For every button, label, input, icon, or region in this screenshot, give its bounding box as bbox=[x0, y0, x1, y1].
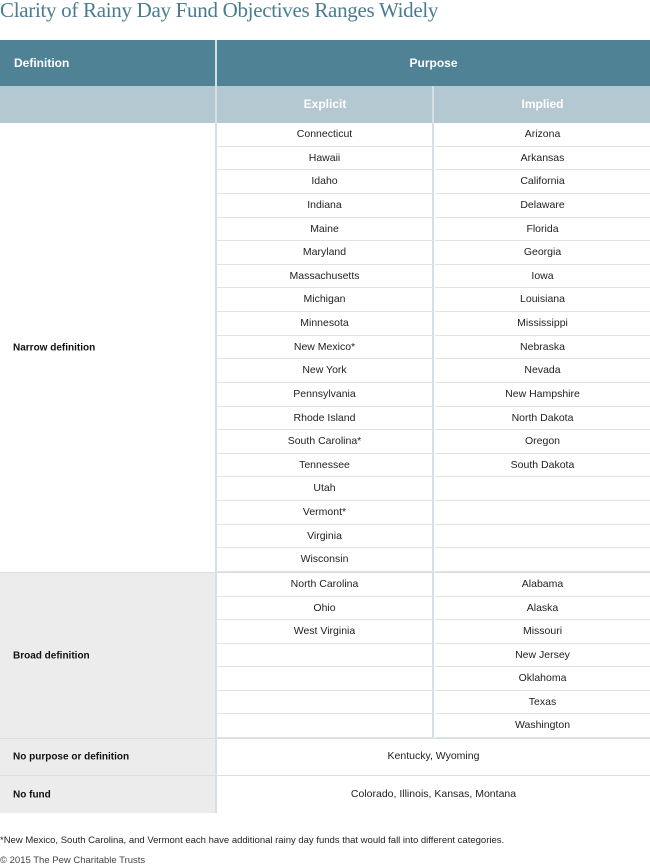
state-cell: Texas bbox=[435, 691, 650, 715]
state-cell: South Carolina* bbox=[217, 430, 432, 454]
state-cell: North Dakota bbox=[435, 407, 650, 431]
state-cell: Virginia bbox=[217, 525, 432, 549]
state-cell: Iowa bbox=[435, 265, 650, 289]
state-cell bbox=[435, 501, 650, 525]
footnote: *New Mexico, South Carolina, and Vermont each have additional rainy day funds that would fall into different categories. bbox=[0, 835, 505, 846]
state-cell: North Carolina bbox=[217, 573, 432, 597]
column-divider-definition bbox=[215, 40, 217, 813]
narrow-explicit-column bbox=[217, 123, 432, 572]
purpose-header: Purpose bbox=[409, 56, 458, 70]
state-cell: Maine bbox=[217, 218, 432, 242]
copyright: © 2015 The Pew Charitable Trusts bbox=[0, 855, 146, 866]
explicit-header: Explicit bbox=[303, 97, 347, 111]
state-cell: Minnesota bbox=[217, 312, 432, 336]
objectives-table bbox=[0, 40, 650, 813]
row-divider bbox=[0, 572, 650, 573]
state-cell bbox=[217, 644, 432, 668]
no-fund-cell bbox=[0, 776, 215, 813]
state-cell: California bbox=[435, 170, 650, 194]
state-cell: Tennessee bbox=[217, 454, 432, 478]
state-cell: Connecticut bbox=[217, 123, 432, 147]
state-cell: Mississippi bbox=[435, 312, 650, 336]
state-cell: Delaware bbox=[435, 194, 650, 218]
state-cell bbox=[217, 691, 432, 715]
state-cell bbox=[435, 477, 650, 501]
state-cell: West Virginia bbox=[217, 620, 432, 644]
state-cell: Maryland bbox=[217, 241, 432, 265]
header-row-secondary bbox=[0, 86, 650, 123]
state-cell: New Hampshire bbox=[435, 383, 650, 407]
state-cell: Rhode Island bbox=[217, 407, 432, 431]
state-cell: Utah bbox=[217, 477, 432, 501]
broad-explicit-column bbox=[217, 573, 432, 738]
no-fund-states: Colorado, Illinois, Kansas, Montana bbox=[350, 788, 517, 800]
state-cell: New York bbox=[217, 359, 432, 383]
state-cell: Louisiana bbox=[435, 288, 650, 312]
no-purpose-label: No purpose or definition bbox=[13, 751, 130, 762]
state-cell bbox=[435, 548, 650, 572]
state-cell: Alaska bbox=[435, 597, 650, 621]
state-cell: Hawaii bbox=[217, 147, 432, 171]
no-fund-label: No fund bbox=[13, 789, 51, 800]
state-cell: South Dakota bbox=[435, 454, 650, 478]
state-cell: Alabama bbox=[435, 573, 650, 597]
narrow-implied-column bbox=[435, 123, 650, 572]
column-divider-purpose bbox=[432, 86, 434, 738]
definition-header: Definition bbox=[14, 56, 70, 70]
narrow-definition-label: Narrow definition bbox=[13, 342, 96, 353]
state-cell: Washington bbox=[435, 714, 650, 738]
state-cell: Nevada bbox=[435, 359, 650, 383]
state-cell: New Mexico* bbox=[217, 336, 432, 360]
state-cell: Nebraska bbox=[435, 336, 650, 360]
state-cell bbox=[217, 667, 432, 691]
broad-implied-column bbox=[435, 573, 650, 738]
broad-definition-cell bbox=[0, 573, 215, 738]
state-cell: Idaho bbox=[217, 170, 432, 194]
state-cell bbox=[217, 714, 432, 738]
state-cell: Wisconsin bbox=[217, 548, 432, 572]
state-cell: Massachusetts bbox=[217, 265, 432, 289]
state-cell: New Jersey bbox=[435, 644, 650, 668]
no-purpose-states: Kentucky, Wyoming bbox=[387, 750, 480, 762]
state-cell: Florida bbox=[435, 218, 650, 242]
state-cell: Oregon bbox=[435, 430, 650, 454]
state-cell: Michigan bbox=[217, 288, 432, 312]
implied-header: Implied bbox=[521, 97, 564, 111]
state-cell: Vermont* bbox=[217, 501, 432, 525]
state-cell: Arizona bbox=[435, 123, 650, 147]
header-row-primary bbox=[0, 40, 650, 86]
broad-definition-label: Broad definition bbox=[13, 650, 90, 661]
state-cell: Arkansas bbox=[435, 147, 650, 171]
state-cell: Indiana bbox=[217, 194, 432, 218]
state-cell: Ohio bbox=[217, 597, 432, 621]
state-cell: Georgia bbox=[435, 241, 650, 265]
state-cell: Missouri bbox=[435, 620, 650, 644]
state-cell: Pennsylvania bbox=[217, 383, 432, 407]
no-purpose-cell bbox=[0, 738, 215, 775]
state-cell bbox=[435, 525, 650, 549]
narrow-definition-cell bbox=[0, 123, 215, 572]
chart-title: Clarity of Rainy Day Fund Objectives Ranges Widely bbox=[0, 0, 439, 22]
state-cell: Oklahoma bbox=[435, 667, 650, 691]
